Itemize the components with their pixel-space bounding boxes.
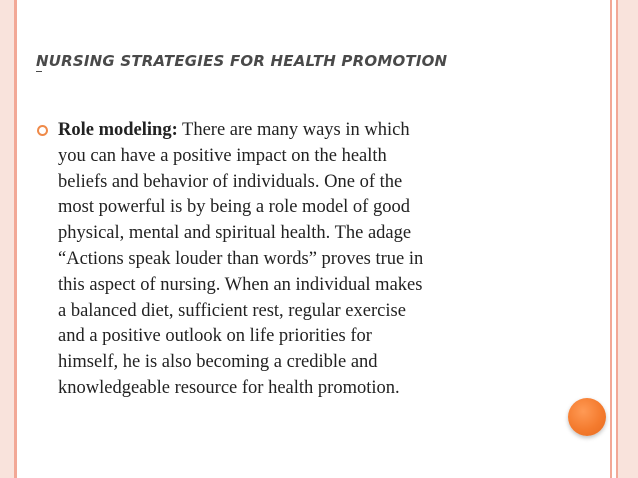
paragraph-line: knowledgeable resource for health promotion. <box>58 377 400 398</box>
paragraph-line: beliefs and behavior of individuals. One of the <box>58 171 403 192</box>
slide-title: NURSING STRATEGIES FOR HEALTH PROMOTION <box>36 52 448 70</box>
paragraph-line: himself, he is also becoming a credible and <box>58 352 378 373</box>
slide-nav-circle-icon[interactable] <box>568 398 606 436</box>
left-border-line <box>14 0 17 478</box>
paragraph-line: most powerful is by being a role model of good <box>58 197 410 218</box>
left-border-band <box>0 0 14 478</box>
title-underline <box>36 71 42 72</box>
paragraph-line-text: There are many ways in which <box>177 120 410 140</box>
paragraph-line: a balanced diet, sufficient rest, regular exercise <box>58 300 406 321</box>
paragraph-line: physical, mental and spiritual health. The adage <box>58 223 412 244</box>
paragraph-line: this aspect of nursing. When an individual makes <box>58 274 423 295</box>
bullet-paragraph <box>58 118 548 402</box>
paragraph-line-1 <box>58 118 548 144</box>
bullet-circle-icon <box>37 125 48 136</box>
right-border-band <box>618 0 638 478</box>
bullet-term: Role modeling: <box>58 120 178 140</box>
paragraph-line: you can have a positive impact on the health <box>58 145 387 166</box>
paragraph-line: “Actions speak louder than words” proves true in <box>58 248 424 269</box>
paragraph-line: and a positive outlook on life priorities for <box>58 326 372 347</box>
right-border-line-inner <box>610 0 612 478</box>
